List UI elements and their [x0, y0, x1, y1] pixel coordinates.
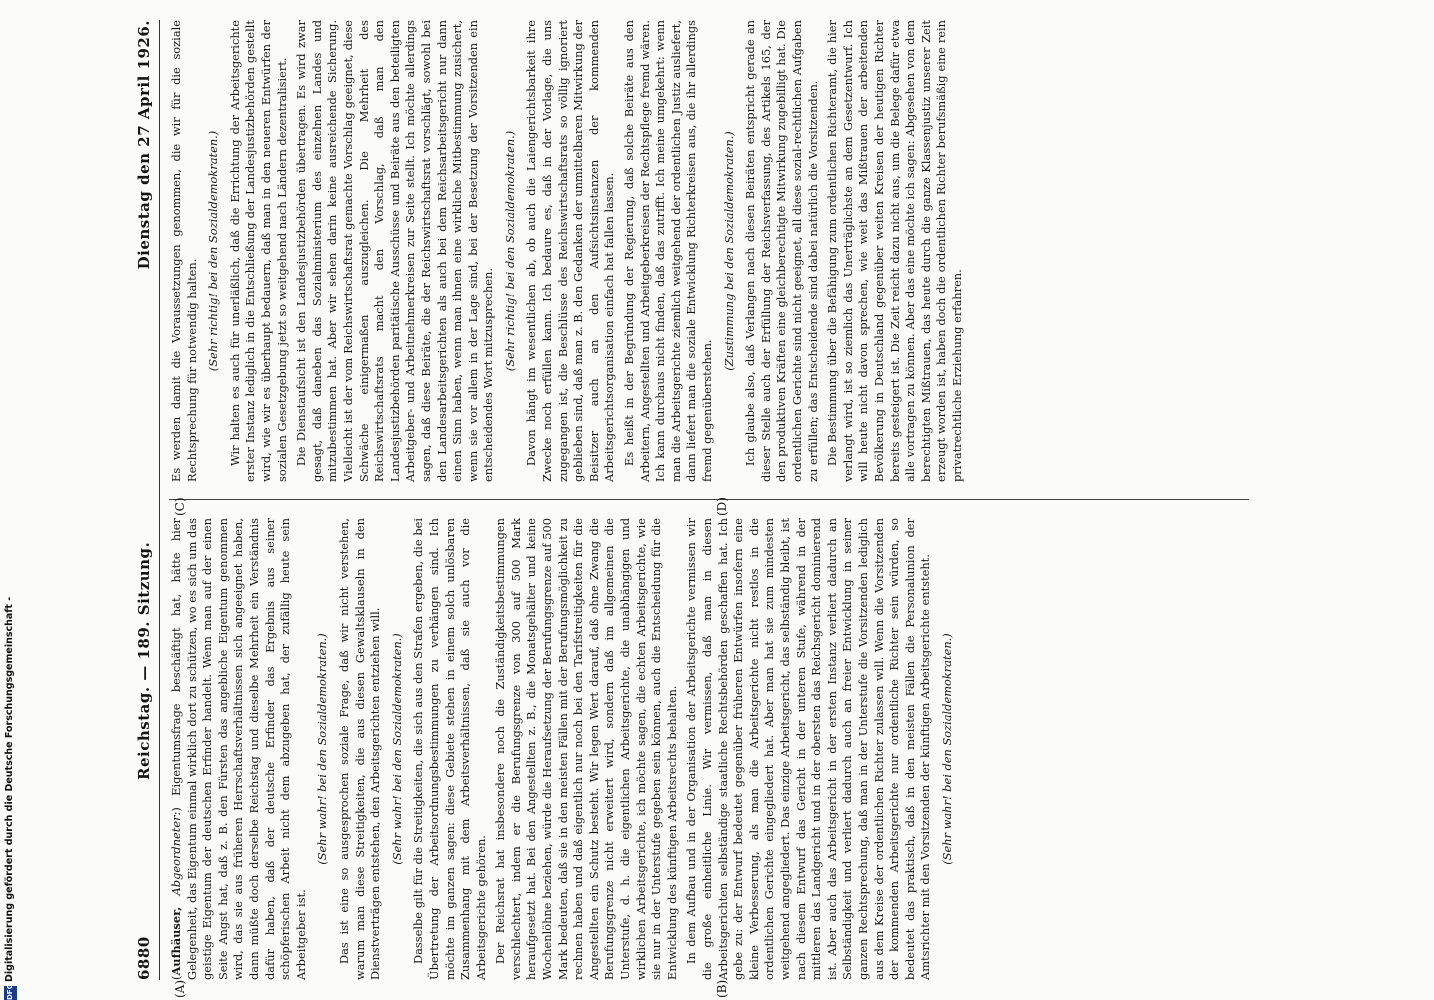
- interjection: (Sehr richtig! bei den Sozialdemokraten.): [502, 130, 517, 372]
- paragraph: Wir halten es auch für unerläßlich, daß die Errichtung der Arbeitsgerichte erster Instanz lediglich in die Entschließung der Landesjustizbehörden gestellt wird, wie wir es überhaupt bedauern, daß man in den neueren Entwürfen der sozialen Gesetzgebung jetzt so weitgehend nach Ländern dezentralisiert.: [227, 20, 289, 482]
- margin-marker-b: (B): [715, 979, 729, 998]
- interjection: (Sehr wahr! bei den Sozialdemokraten.): [389, 633, 404, 865]
- margin-marker-d: (D): [715, 497, 729, 516]
- paragraph: Die Bestimmung über die Befähigung zum ordentlichen Richteramt, die hier verlangt wird, ist so ziemlich das Unerträglichste an dem Gesetzentwurf. Ich will heute nicht davon sprechen, wie weit das Mißtrauen der arbeitenden Bevölkerung in Deutschland gegenüber weiten Kreisen der heutigen Richter bereits gesteigert ist. Die Zeit reicht dazu nicht aus, um die Belege dafür etwa alle vortragen zu können. Aber das eine möchte ich sagen: Abgesehen von dem berechtigten Mißtrauen, das heute durch die ganze Klassenjustiz unserer Zeit erzeugt worden ist, haben doch die ordentlichen Richter berufsmäßig eine rein privatrechtliche Erziehung erfahren.: [825, 20, 964, 482]
- running-header: [135, 20, 159, 980]
- paragraph: Der Reichsrat hat insbesondere noch die Zuständigkeitsbestimmungen verschlechtert, indem er die Berufungsgrenze von 300 auf 500 Mark heraufgesetzt hat. Bei den Angestellten z. B., die Monatsgehälter und keine Wochenlöhne beziehen, würde die Heraufsetzung der Berufungsgrenze auf 500 Mark bedeuten, daß sie in den meisten Fällen mit der Berufungsmöglichkeit zu rechnen haben und daß eigentlich nur noch bei den Tarifstreitigkeiten für die Angestellten ein Schutz besteht. Wir legen Wert darauf, daß ohne Zwang die Berufungsgrenze nicht erweitert wird, sondern daß im allgemeinen die Unterstufe, d. h. die eigentlichen Arbeitsgerichte, die unabhängigen und wirklichen Arbeitsgerichte, ich möchte sagen, die echten Arbeitsgerichte, wie sie nur in der Unterstufe gegeben sein können, auch die Entscheidung für die Entwicklung des künftigen Arbeitsrechts behalten.: [493, 518, 679, 980]
- margin-marker-a: (A): [173, 979, 187, 998]
- left-column: [169, 518, 962, 980]
- paragraph: Dasselbe gilt für die Streitigkeiten, die sich aus den Strafen ergeben, die bei Übertretung der Arbeitsordnungsbestimmungen zu verhängen sind. Ich möchte im ganzen sagen: diese Gebiete stehen in einem solch unlösbaren Zusammenhang mit dem Arbeitsverhältnissen, daß sie auch vor die Arbeitsgerichte gehören.: [411, 518, 488, 980]
- rotated-sheet: [125, 0, 1305, 1000]
- interjection: (Sehr wahr! bei den Sozialdemokraten.): [939, 633, 954, 865]
- header-rule: [159, 20, 160, 980]
- paragraph: Die Dienstaufsicht ist den Landesjustizbehörden übertragen. Es wird zwar gesagt, daß daneben das Sozialministerium des einzelnen Landes und mitzubestimmen hat. Aber wir sehen darin keine ausreichende Sicherung. Vielleicht ist der vom Reichswirtschaftsrat gemachte Vorschlag geeignet, diese Schwäche einigermaßen auszugleichen. Die Mehrheit des Reichswirtschaftsrats macht den Vorschlag, daß man den Landesjustizbehörden paritätische Ausschüsse und Beiräte aus den beteiligten Arbeitgeber- und Arbeitnehmerkreisen zur Seite stellt. Ich möchte allerdings sagen, daß diese Beiräte, die der Reichswirtschaftsrat vorschlägt, sowohl bei den Landesarbeitsgerichten als auch bei dem Reichsarbeitsgericht nur dann einen Sinn haben, wenn man ihnen eine wirkliche Mitbestimmung zusichert, wenn sie vor allem in der Lage sind, bei der Besetzung der Vorsitzenden ein entscheidendes Wort mitzusprechen.: [294, 20, 496, 482]
- paragraph: Es werden damit die Voraussetzungen genommen, die wir für die soziale Rechtsprechung für notwendig halten.: [169, 20, 199, 482]
- paragraph: In dem Aufbau und in der Organisation der Arbeitsgerichte vermissen wir die große einheitliche Linie. Wir vermissen, daß man in diesen Arbeitsgerichten selbständige staatliche Rechtsbehörden geschaffen hat. Ich gebe zu: der Entwurf bedeutet gegenüber früheren Entwürfen insofern eine kleine Verbesserung, als man die Arbeitsgerichte nicht restlos in die ordentlichen Gerichte eingegliedert hat. Aber man hat sie zum mindesten weitgehend angegliedert. Das einzige Arbeitsgericht, das selbständig bleibt, ist nach diesem Entwurf das Gericht in der unteren Stufe, während in der mittleren das Landgericht und in der obersten das Reichsgericht dominierend ist. Aber auch das Arbeitsgericht in der ersten Instanz verliert dadurch an Selbständigkeit und verliert dadurch auch an freier Entwicklung in seiner ganzen Rechtsprechung, daß man in der Unterstufe die Vorsitzenden lediglich aus dem Kreise der ordentlichen Richter zulassen will. Wenn die Vorsitzenden der kommenden Arbeitsgerichte nur ordentliche Richter sein würden, so bedeutet das praktisch, daß in den meisten Fällen die Personalunion der Amtsrichter mit den Vorsitzenden der künftigen Arbeitsgerichte entsteht.: [684, 518, 933, 980]
- paragraph: Ich glaube also, daß Verlangen nach diesen Beiräten entspricht gerade an dieser Stelle auch der Erfüllung der Reichsverfassung, des Artikels 165, der den produktiven Kräften eine gleichberechtigte Mitwirkung zugebilligt hat. Die ordentlichen Gerichte sind nicht geeignet, all diese sozial-rechtlichen Aufgaben zu erfüllen; das Entscheidende sind dabei natürlich die Vorsitzenden.: [743, 20, 820, 482]
- paragraph-text: Eigentumsfrage beschäftigt hat, hätte hier Gelegenheit, das Eigentum einmal wirklich dort zu schützen, wo es sich um das geistige Eigentum der deutschen Erfinder handelt. Wenn man auf der einen Seite Angst hat, daß z. B. den Fürsten das angebliche Eigentum genommen wird, das sie aus früheren Herrschaftsverhältnissen sich angeeignet haben, dann müßte doch derselbe Reichstag und dieselbe Mehrheit ein Verständnis dafür haben, daß der deutsche Erfinder das Ergebnis aus seiner schöpferischen Arbeit nicht dem abzugeben hat, der zufällig heute sein Arbeitgeber ist.: [169, 518, 308, 980]
- right-column: [169, 20, 970, 482]
- interjection: (Zustimmung bei den Sozialdemokraten.): [721, 131, 736, 371]
- speaker-role: Abgeordneter:: [169, 811, 183, 896]
- session-date: Dienstag den 27 April 1926.: [135, 20, 153, 270]
- credit-text: Digitalisierung gefördert durch die Deutsche Forschungsgemeinschaft -: [4, 596, 15, 982]
- speaker-name: Aufhäuser,: [169, 906, 183, 976]
- column-divider: [169, 499, 1249, 500]
- interjection: (Sehr wahr! bei den Sozialdemokraten.): [315, 633, 330, 865]
- margin-marker-c: (C): [173, 497, 187, 516]
- page-number: 6880: [135, 936, 153, 980]
- interjection: (Sehr richtig! bei den Sozialdemokraten.): [206, 130, 221, 372]
- session-title: Reichstag. — 189. Sitzung.: [135, 541, 153, 780]
- paragraph: Es heißt in der Begründung der Regierung, daß solche Beiräte aus den Arbeitern, Angestellten und Arbeitgeberkreisen der Rechtspflege fremd wären. Ich kann durchaus nicht finden, daß das zutrifft. Ich meine umgekehrt: wenn man die Arbeitsgerichte ziemlich weitgehend der ordentlichen Justiz ausliefert, dann liefert man die soziale Entwicklung Richterkreisen aus, die ihr allerdings fremd gegenüberstehen.: [622, 20, 714, 482]
- paragraph: Davon hängt im wesentlichen ab, ob auch die Laiengerichtsbarkeit ihre Zwecke noch erfüllen kann. Ich bedaure es, daß in der Vorlage, die uns zugegangen ist, die Beschlüsse des Reichswirtschaftsrats so völlig ignoriert geblieben sind, daß man z. B. den Gedanken der unmittelbaren Mitwirkung der Beisitzer auch an den Aufsichtsinstanzen der kommenden Arbeitsgerichtsorganisation einfach hat fallen lassen.: [524, 20, 617, 482]
- dfg-logo: DFG: [4, 986, 17, 1000]
- paragraph: (Aufhäuser, Abgeordneter:) Eigentumsfrage beschäftigt hat, hätte hier Gelegenheit, das Eigentum einmal wirklich dort zu schützen, wo es sich um das geistige Eigentum der deutschen Erfinder handelt. Wenn man auf der einen Seite Angst hat, daß z. B. den Fürsten das angebliche Eigentum genommen wird, das sie aus früheren Herrschaftsverhältnissen sich angeeignet haben, dann müßte doch derselbe Reichstag und dieselbe Mehrheit ein Verständnis dafür haben, daß der deutsche Erfinder das Ergebnis aus seiner schöpferischen Arbeit nicht dem abzugeben hat, der zufällig heute sein Arbeitgeber ist.: [169, 518, 308, 980]
- paragraph: Das ist eine so ausgesprochen soziale Frage, daß wir nicht verstehen, warum man diese Streitigkeiten, die aus diesen Gewaltsklauseln in den Dienstverträgen entstehen, den Arbeitsgerichten entziehen will.: [336, 518, 383, 980]
